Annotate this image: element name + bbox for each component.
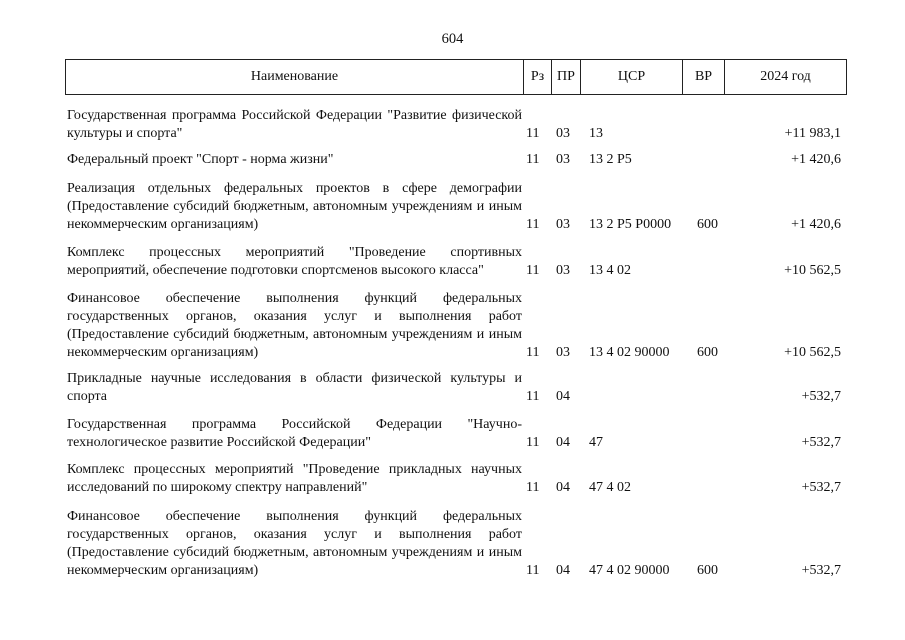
- row-name: Комплекс процессных мероприятий "Проведение спортивных мероприятий, обеспечение подготовки спортсменов высокого класса": [67, 245, 522, 278]
- row-name: Государственная программа Российской Федерации "Развитие физической культуры и спорта": [67, 108, 522, 141]
- row-value: +532,7: [801, 389, 841, 404]
- row-vr: 600: [697, 563, 718, 578]
- row-name: Прикладные научные исследования в области физической культуры и спорта: [67, 371, 522, 404]
- row-csr: 47: [589, 435, 603, 450]
- row-value: +11 983,1: [784, 126, 841, 141]
- row-pr: 03: [556, 217, 570, 232]
- row-rz: 11: [526, 435, 540, 450]
- table-row: [0, 107, 905, 143]
- row-csr: 13 4 02 90000: [589, 345, 670, 360]
- table-row: [0, 508, 905, 580]
- header-rz: Рз: [524, 60, 552, 95]
- row-pr: 03: [556, 263, 570, 278]
- row-name: Федеральный проект "Спорт - норма жизни": [67, 152, 334, 167]
- row-csr: 13 4 02: [589, 263, 631, 278]
- header-name: Наименование: [66, 60, 524, 95]
- row-pr: 03: [556, 126, 570, 141]
- row-pr: 04: [556, 389, 570, 404]
- table-row: [0, 461, 905, 497]
- row-pr: 04: [556, 480, 570, 495]
- row-name: Финансовое обеспечение выполнения функций федеральных государственных органов, оказания услуг и выполнения работ (Предоставление субсидий бюджетным, автономным учреждениям и иным некоммерческим организациям): [67, 509, 522, 578]
- row-value: +10 562,5: [784, 263, 841, 278]
- row-csr: 13 2 Р5: [589, 152, 632, 167]
- table-row: [0, 290, 905, 362]
- row-csr: 47 4 02: [589, 480, 631, 495]
- table-row: [0, 370, 905, 406]
- row-rz: 11: [526, 389, 540, 404]
- row-pr: 04: [556, 563, 570, 578]
- row-value: +532,7: [801, 563, 841, 578]
- row-csr: 13: [589, 126, 603, 141]
- row-value: +532,7: [801, 480, 841, 495]
- row-rz: 11: [526, 217, 540, 232]
- header-pr: ПР: [552, 60, 581, 95]
- table-row: [0, 180, 905, 234]
- row-pr: 04: [556, 435, 570, 450]
- table-row: [0, 244, 905, 280]
- header-vr: ВР: [683, 60, 725, 95]
- row-name: Реализация отдельных федеральных проектов в сфере демографии (Предоставление субсидий бюджетным, автономным учреждениям и иным некоммерческим организациям): [67, 181, 522, 232]
- row-rz: 11: [526, 263, 540, 278]
- row-pr: 03: [556, 152, 570, 167]
- row-value: +1 420,6: [791, 152, 841, 167]
- row-pr: 03: [556, 345, 570, 360]
- table-row: [0, 151, 905, 169]
- row-name: Финансовое обеспечение выполнения функций федеральных государственных органов, оказания услуг и выполнения работ (Предоставление субсидий бюджетным, автономным учреждениям и иным некоммерческим организациям): [67, 291, 522, 360]
- row-name: Государственная программа Российской Федерации "Научно-технологическое развитие Российской Федерации": [67, 417, 522, 450]
- row-rz: 11: [526, 126, 540, 141]
- header-year: 2024 год: [725, 60, 847, 95]
- row-vr: 600: [697, 345, 718, 360]
- header-csr: ЦСР: [581, 60, 683, 95]
- row-csr: 47 4 02 90000: [589, 563, 670, 578]
- row-value: +10 562,5: [784, 345, 841, 360]
- row-csr: 13 2 Р5 Р0000: [589, 217, 672, 232]
- row-rz: 11: [526, 563, 540, 578]
- table-header: [65, 59, 847, 95]
- row-rz: 11: [526, 345, 540, 360]
- table-row: [0, 416, 905, 452]
- row-value: +532,7: [801, 435, 841, 450]
- page-number: 604: [441, 31, 464, 47]
- row-rz: 11: [526, 152, 540, 167]
- row-rz: 11: [526, 480, 540, 495]
- row-vr: 600: [697, 217, 718, 232]
- row-name: Комплекс процессных мероприятий "Проведение прикладных научных исследований по широкому спектру направлений": [67, 462, 522, 495]
- row-value: +1 420,6: [791, 217, 841, 232]
